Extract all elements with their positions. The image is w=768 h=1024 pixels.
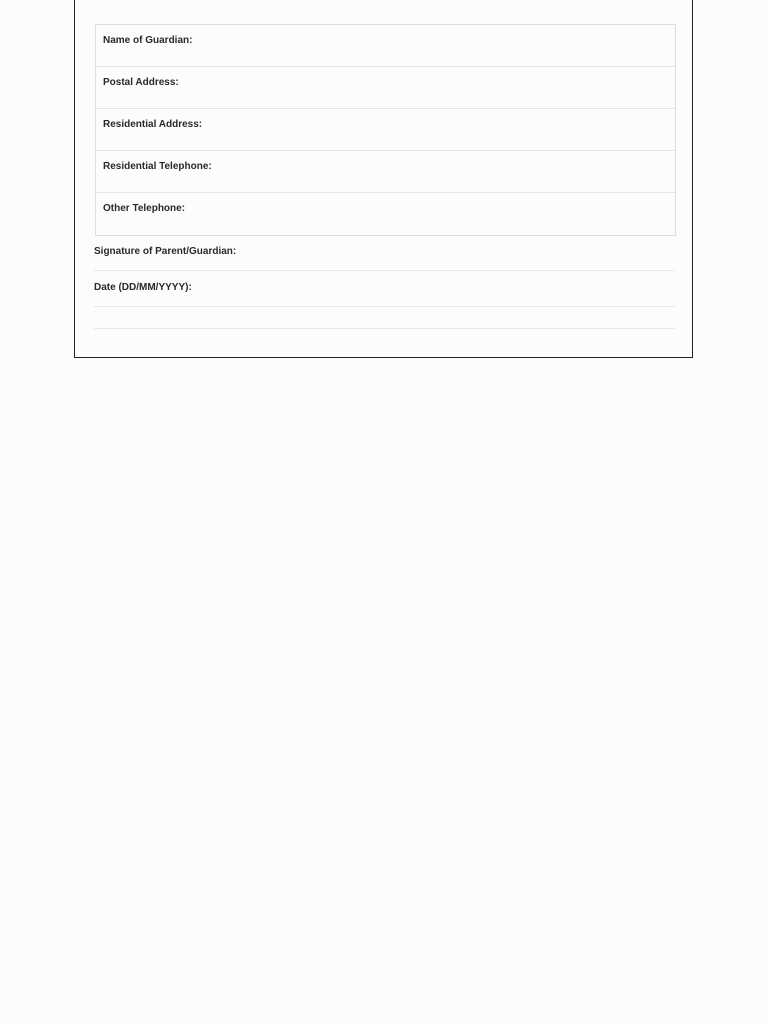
name-of-guardian-label: Name of Guardian: xyxy=(103,35,193,46)
name-of-guardian-row[interactable] xyxy=(96,25,675,67)
signature-section xyxy=(94,234,675,329)
guardian-details-table xyxy=(95,24,676,236)
postal-address-row[interactable] xyxy=(96,67,675,109)
residential-address-label: Residential Address: xyxy=(103,119,203,130)
residential-telephone-label: Residential Telephone: xyxy=(103,161,212,172)
blank-row[interactable] xyxy=(94,307,675,329)
date-label: Date (DD/MM/YYYY): xyxy=(94,282,192,293)
other-telephone-label: Other Telephone: xyxy=(103,203,186,214)
other-telephone-row[interactable] xyxy=(96,193,675,235)
residential-address-row[interactable] xyxy=(96,109,675,151)
residential-telephone-row[interactable] xyxy=(96,151,675,193)
date-row[interactable] xyxy=(94,271,675,307)
signature-row[interactable] xyxy=(94,234,675,271)
form-page xyxy=(74,0,693,358)
signature-label: Signature of Parent/Guardian: xyxy=(94,246,237,257)
postal-address-label: Postal Address: xyxy=(103,77,179,88)
